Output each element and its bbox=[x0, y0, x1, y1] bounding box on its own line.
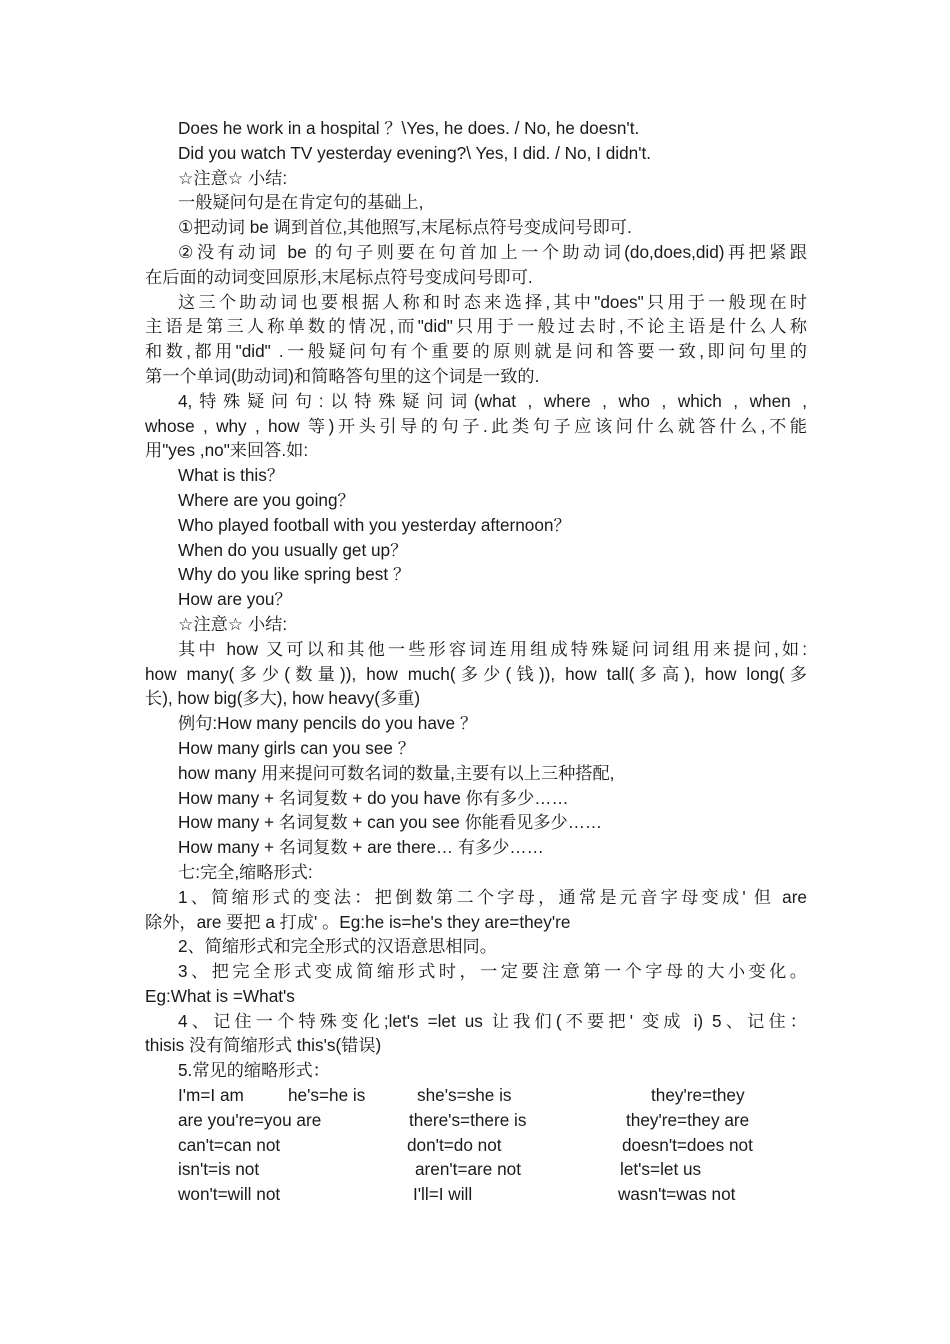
abbreviation-list bbox=[145, 1083, 807, 1207]
abbreviation-row bbox=[145, 1108, 807, 1133]
text-line: How many girls can you see ？ bbox=[178, 737, 415, 758]
text-line: How many + 名词复数 + can you see 你能看见多少…… bbox=[178, 812, 603, 833]
text-line: 第一个单词(助动词)和简略答句里的这个词是一致的. bbox=[145, 365, 540, 386]
text-line: how many(多少(数量)), how much(多少(钱)), how tall(多高), how long(多 bbox=[145, 663, 807, 684]
text-line: 主语是第三人称单数的情况,而"did"只用于一般过去时,不论主语是什么人称 bbox=[145, 316, 807, 337]
text-line: What is this？ bbox=[178, 465, 285, 486]
text-line: When do you usually get up？ bbox=[178, 539, 408, 560]
document-page bbox=[145, 116, 807, 1207]
abbreviation-item: doesn't=does not bbox=[622, 1134, 753, 1155]
text-line: 用"yes ,no"来回答.如: bbox=[145, 440, 309, 461]
abbreviation-item: are you're=you are bbox=[178, 1109, 322, 1130]
text-line: how many 用来提问可数名词的数量,主要有以上三种搭配, bbox=[178, 762, 615, 783]
text-line: 这三个助动词也要根据人称和时态来选择,其中"does"只用于一般现在时 bbox=[178, 291, 807, 312]
text-line: How many + 名词复数 + are there… 有多少…… bbox=[178, 837, 544, 858]
abbreviation-item: can't=can not bbox=[178, 1134, 281, 1155]
text-line: 七:完全,缩略形式: bbox=[178, 861, 313, 882]
text-line: Where are you going？ bbox=[178, 489, 355, 510]
abbreviation-row bbox=[145, 1182, 807, 1207]
abbreviation-item: I'll=I will bbox=[413, 1184, 473, 1205]
abbreviation-item: they're=they bbox=[651, 1085, 745, 1106]
abbreviation-row bbox=[145, 1157, 807, 1182]
text-line: 长), how big(多大), how heavy(多重) bbox=[145, 688, 421, 709]
text-line: 4,特殊疑问句:以特殊疑问词(what , where , who , which , when , bbox=[178, 390, 807, 411]
text-line: ①把动词 be 调到首位,其他照写,末尾标点符号变成问号即可. bbox=[178, 217, 632, 238]
text-line: 4、记住一个特殊变化;let's =let us 让我们(不要把' 变成 i) 5、记住： bbox=[178, 1010, 807, 1031]
text-line: ☆注意☆ 小结: bbox=[178, 167, 288, 188]
abbreviation-item: let's=let us bbox=[620, 1159, 702, 1180]
text-line: 2、简缩形式和完全形式的汉语意思相同。 bbox=[178, 936, 497, 957]
abbreviation-item: there's=there is bbox=[409, 1109, 527, 1130]
abbreviation-item: he's=he is bbox=[288, 1085, 366, 1106]
abbreviation-row bbox=[145, 1133, 807, 1158]
abbreviation-item: don't=do not bbox=[407, 1134, 502, 1155]
abbreviation-item: I'm=I am bbox=[178, 1085, 244, 1106]
abbreviation-item: isn't=is not bbox=[178, 1159, 260, 1180]
abbreviation-item: won't=will not bbox=[178, 1184, 281, 1205]
abbreviation-item: aren't=are not bbox=[415, 1159, 522, 1180]
text-line: Why do you like spring best ？ bbox=[178, 564, 411, 585]
text-line: whose , why , how 等)开头引导的句子.此类句子应该问什么就答什么,不能 bbox=[145, 415, 807, 436]
abbreviation-item: they're=they are bbox=[626, 1109, 750, 1130]
abbreviation-item: she's=she is bbox=[417, 1085, 512, 1106]
text-line: Eg:What is =What's bbox=[145, 985, 295, 1006]
text-line: 3、把完全形式变成简缩形式时，一定要注意第一个字母的大小变化。 bbox=[178, 961, 807, 982]
text-line: thisis 没有简缩形式 this's(错误) bbox=[145, 1035, 382, 1056]
text-line: ☆注意☆ 小结: bbox=[178, 613, 288, 634]
text-line: 1、简缩形式的变法：把倒数第二个字母，通常是元音字母变成' 但 are bbox=[178, 886, 807, 907]
text-line: Does he work in a hospital ？\Yes, he does. / No, he doesn't. bbox=[178, 118, 640, 138]
text-line: 一般疑问句是在肯定句的基础上, bbox=[178, 192, 424, 213]
text-line: 在后面的动词变回原形,末尾标点符号变成问号即可. bbox=[145, 266, 533, 287]
abbreviation-row bbox=[145, 1083, 807, 1108]
text-line: ②没有动词 be 的句子则要在句首加上一个助动词(do,does,did)再把紧跟 bbox=[178, 241, 807, 262]
abbreviation-item: wasn't=was not bbox=[618, 1184, 736, 1205]
text-line: Who played football with you yesterday afternoon？ bbox=[178, 514, 571, 535]
text-line: How many + 名词复数 + do you have 你有多少…… bbox=[178, 787, 569, 808]
text-line: 例句:How many pencils do you have ？ bbox=[178, 713, 478, 734]
text-line: 和数,都用"did" .一般疑问句有个重要的原则就是问和答要一致,即问句里的 bbox=[145, 341, 807, 362]
body-text bbox=[145, 116, 807, 1083]
text-line: 5.常见的缩略形式： bbox=[178, 1060, 330, 1081]
text-line: How are you？ bbox=[178, 589, 292, 610]
text-line: 其中 how 又可以和其他一些形容词连用组成特殊疑问词组用来提问,如: bbox=[178, 638, 807, 659]
text-line: Did you watch TV yesterday evening?\ Yes, I did. / No, I didn't. bbox=[178, 142, 652, 163]
text-line: 除外，are 要把 a 打成' 。Eg:he is=he's they are=they're bbox=[145, 911, 571, 932]
